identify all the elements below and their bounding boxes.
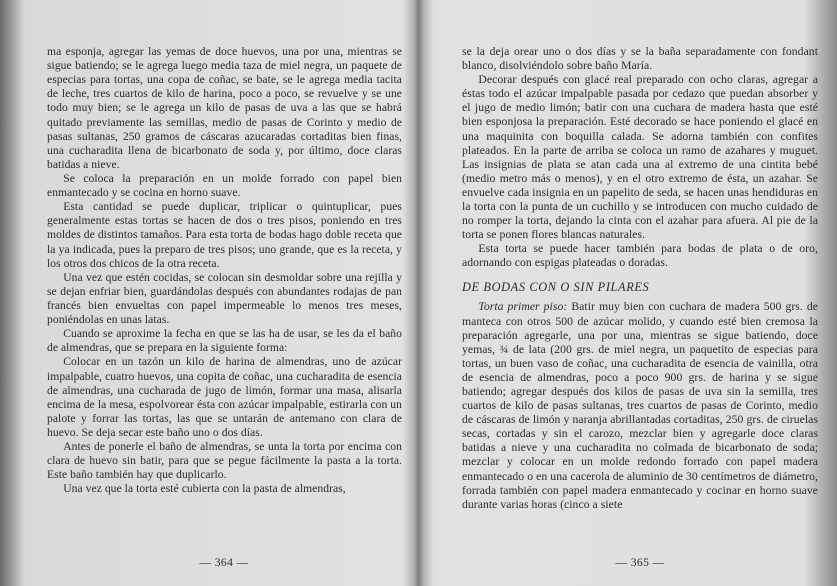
paragraph: Se coloca la preparación en un molde forrado con papel bien enmantecado y se cocina en horno suave. (47, 171, 402, 200)
gutter-shadow (418, 0, 432, 586)
recipe-lead: Torta primer piso: (478, 300, 568, 314)
recipe-text: Batir muy bien con cuchara de madera 500 grs. de manteca con otros 500 de azúcar molido, y cuando esté bien cremosa la preparación agregarle, una por una, mientras se sigue batiendo, doce yemas, ¾ de lata (200 grs. de miel negra, un paquetito de especias para tortas, un buen vaso de coñac, una cucharadita de esencia de vainilla, otra de esencia de almendras, poco a poco 900 grs. de harina y se sigue batiendo; agregar después dos kilos de pasas de uva sin la semilla, tres cuartos de kilo de pasas sultanas, tres cuartos de pasas de Corinto, medio de cáscaras de limón y naranja abrillantadas cortaditas, 250 grs. de ciruelas secas, cortadas y sin el carozo, mezclar bien y agregarle doce claras batidas a nieve y una cucharadita no colmada de bicarbonato de soda; mezclar y colocar en un molde redondo forrado con papel madera enmantecado o en una cacerola de aluminio de 30 centímetros de diámetro, forrada también con papel madera enmantecado y cocinar en horno suave durante varias horas (cinco a siete (462, 300, 818, 511)
right-page (418, 0, 836, 586)
paragraph: Esta torta se puede hacer también para bodas de plata o de oro, adornando con espigas plateadas o doradas. (462, 242, 818, 270)
paragraph: Una vez que la torta esté cubierta con la pasta de almendras, (63, 482, 346, 496)
recipe-paragraph (462, 300, 818, 511)
left-page-text (47, 45, 402, 497)
paragraph: Cuando se aproxime la fecha en que se las ha de usar, se les da el baño de almendras, que se prepara en la siguiente forma: (47, 327, 402, 355)
paragraph: Esta cantidad se puede duplicar, triplicar o quintuplicar, pues generalmente estas tortas se hacen de dos o tres pisos, poniendo en tres moldes de distintos tamaños. Para esta torta de bodas hago doble receta que la ya indicada, pues la preparo de tres pisos; uno grande, que es la receta, y los otros dos chicos de la otra receta. (47, 200, 402, 270)
section-heading: DE BODAS CON O SIN PILARES (462, 279, 650, 294)
paragraph: Colocar en un tazón un kilo de harina de almendras, uno de azúcar impalpable, cuatro huevos, una copita de coñac, una cucharadita de esencia de almendras, una cucharada de jugo de limón, formar una masa, alisarla encima de la mesa, espolvorear ésta con azúcar impalpable, estirarla con un palote y forrar las tortas, las que se untarán de antemano con clara de huevo. Se deja secar este baño uno o dos días. (47, 355, 402, 439)
paragraph: Antes de ponerle el baño de almendras, se unta la torta por encima con clara de huevo sin batir, para que se pegue fácilmente la pasta a la torta. Este baño también hay que duplicarlo. (47, 440, 402, 482)
paragraph: Decorar después con glacé real preparado con ocho claras, agregar a éstas todo el azúcar impalpable pasada por cedazo que puedan absorber y el jugo de medio limón; batir con una cuchara de madera hasta que esté bien esponjosa la preparación. Esté decorado se hace poniendo el glacé en una maquinita con boquilla calada. Se adorna también con confites plateados. En la parte de arriba se coloca un ramo de azahares y muguet. Las insignias de plata se atan cada una al extremo de una cintita bebé (medio metro más o menos), y en el otro extremo de ésta, un azahar. Se envuelve cada insignia en un papelito de seda, se hacen unas hendiduras en la torta con la punta de un cuchillo y se introducen con mucho cuidado de no romper la torta, dejando la cinta con el azahar para afuera. Al pie de la torta se ponen flores blancas naturales. (462, 73, 818, 242)
paragraph: se la deja orear uno o dos días y se la baña separadamente con fondant blanco, disolviéndolo sobre baño María. (462, 45, 818, 73)
page-number: — 364 — (199, 556, 249, 569)
gutter-shadow (404, 0, 418, 586)
paragraph: ma esponja, agregar las yemas de doce huevos, una por una, mientras se sigue batiendo; se le agrega luego media taza de miel negra, un paquete de especias para tortas, una copa de coñac, se bate, se le agrega media tacita de leche, tres cuartos de kilo de harina, poco a poco, se revuelve y se une todo muy bien; se le agrega un kilo de pasas de uva a las que se habrá quitado previamente las semillas, medio de pasas de Corinto y medio de pasas sultanas, 250 gramos de cáscaras azucaradas cortaditas bien finas, una cucharadita llena de bicarbonato de soda y, por último, doce claras batidas a nieve. (47, 45, 402, 171)
right-page-text (462, 45, 818, 512)
left-page (0, 0, 418, 586)
page-number: — 365 — (615, 556, 665, 569)
paragraph: Una vez que estén cocidas, se colocan sin desmoldar sobre una rejilla y se dejan enfriar bien, guardándolas después con abundantes rodajas de pan francés bien envueltas con papel impermeable lo menos tres meses, poniéndolas en unas latas. (47, 270, 402, 327)
